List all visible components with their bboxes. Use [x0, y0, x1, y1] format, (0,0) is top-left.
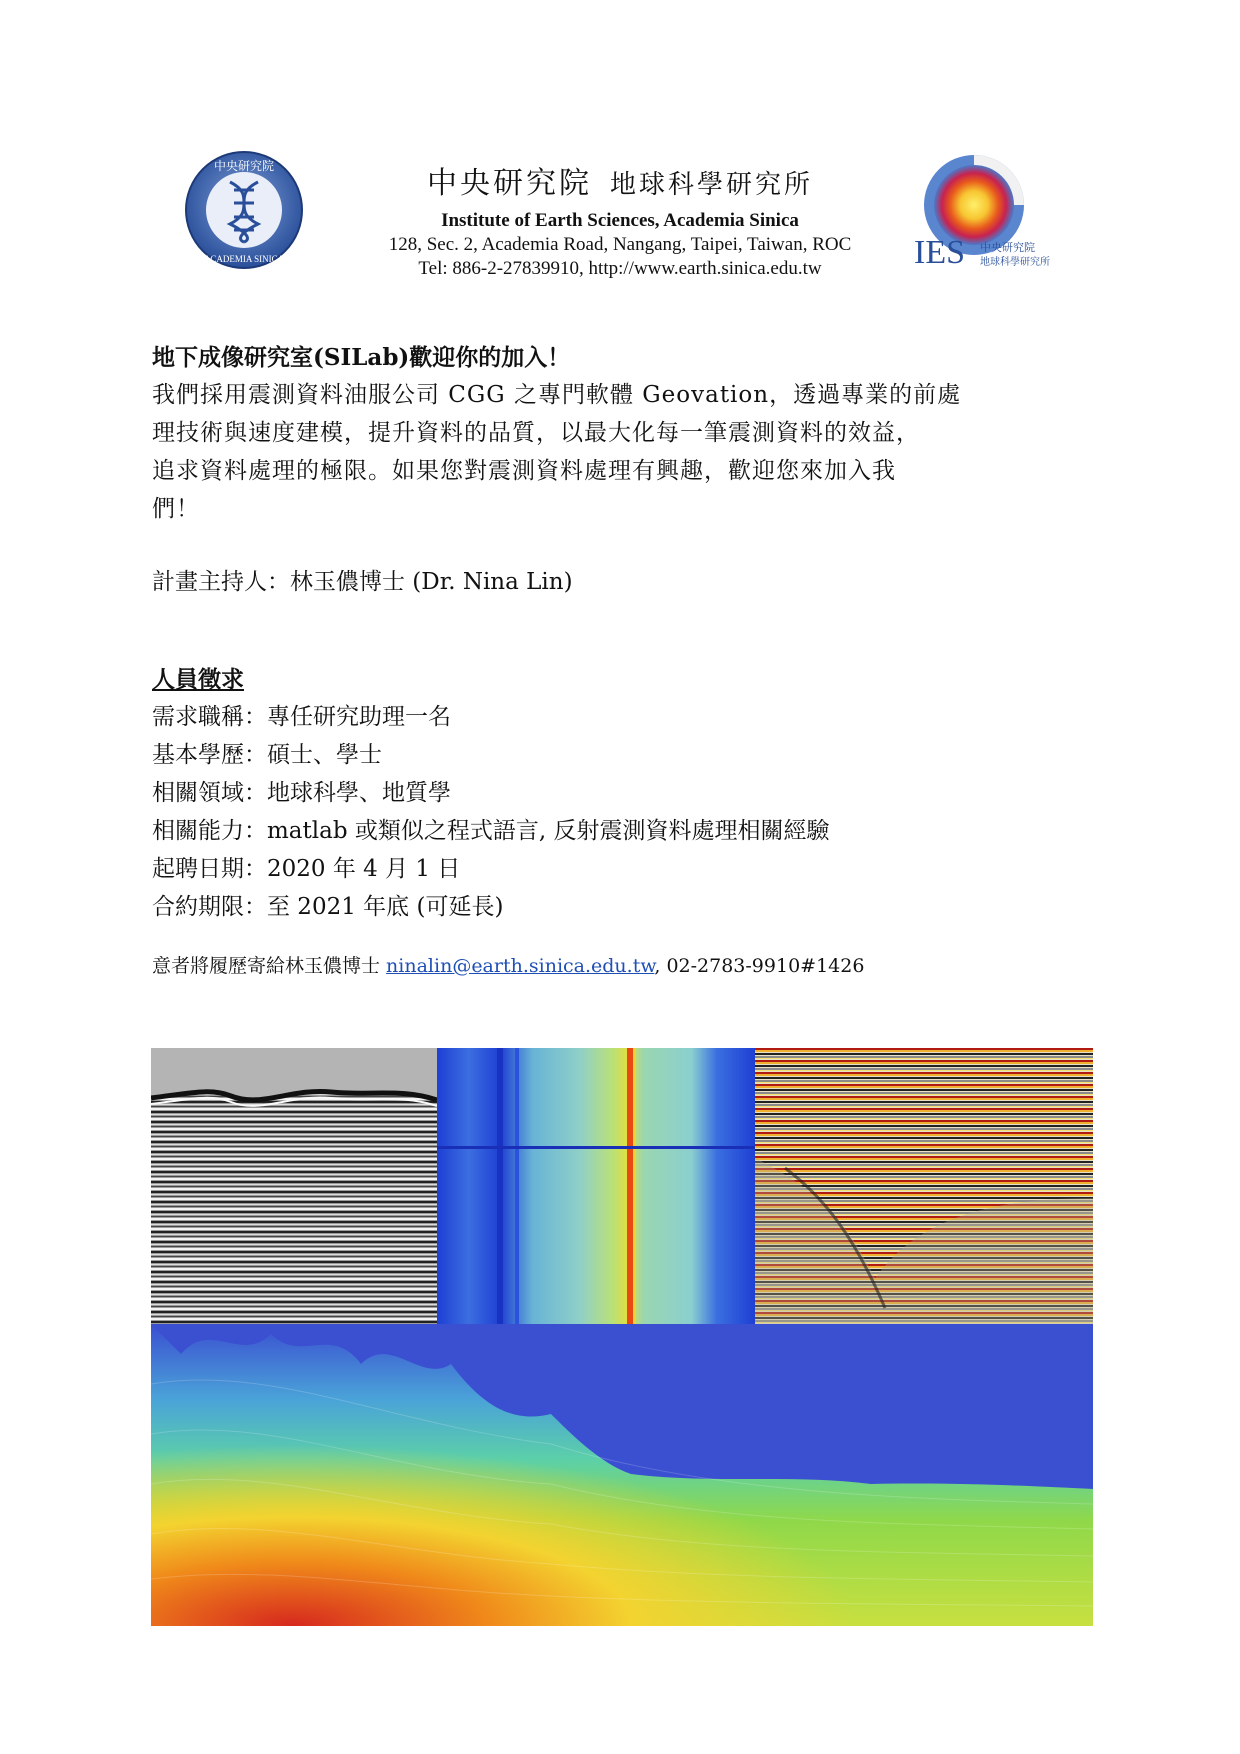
intro-line: 我們採用震測資料油服公司 CGG 之專門軟體 Geovation，透過專業的前處	[152, 382, 962, 408]
requirement-item: 基本學歷：碩士、學士	[152, 742, 382, 768]
intro-line: 們！	[152, 496, 200, 522]
requirement-item: 合約期限：至 2021 年底 (可延長)	[152, 894, 504, 920]
welcome-heading: 地下成像研究室(SILab)歡迎你的加入！	[152, 344, 571, 371]
semblance-image	[437, 1048, 755, 1324]
principal-investigator: 計畫主持人：林玉儂博士 (Dr. Nina Lin)	[152, 569, 573, 595]
velocity-model-image	[151, 1324, 1093, 1626]
seal-top-text: 中央研究院	[213, 159, 275, 173]
address-line: 128, Sec. 2, Academia Road, Nangang, Taipei, Taiwan, ROC	[388, 234, 852, 255]
seismic-color-image	[755, 1048, 1093, 1324]
seal-bottom-text: ACADEMIA SINICA	[203, 254, 285, 264]
institute-name-cn: 地球科學研究所	[609, 170, 813, 200]
requirement-item: 起聘日期：2020 年 4 月 1 日	[152, 856, 461, 882]
contact-prefix: 意者將履歷寄給林玉儂博士	[152, 955, 387, 977]
requirement-item: 相關領域：地球科學、地質學	[152, 780, 451, 806]
contact-info	[152, 952, 1092, 980]
org-name-cn: 中央研究院	[426, 166, 592, 201]
section-title-recruitment: 人員徵求	[152, 666, 244, 693]
ies-cn-2: 地球科學研究所	[980, 257, 1050, 268]
intro-paragraph	[152, 376, 1092, 528]
intro-line: 理技術與速度建模，提升資料的品質，以最大化每一筆震測資料的效益，	[152, 420, 920, 446]
requirements-list	[152, 698, 1092, 926]
requirement-item: 相關能力：matlab 或類似之程式語言, 反射震測資料處理相關經驗	[152, 818, 830, 844]
requirement-item: 需求職稱：專任研究助理一名	[152, 704, 451, 730]
email-link[interactable]: ninalin@earth.sinica.edu.tw	[386, 955, 655, 977]
intro-line: 追求資料處理的極限。如果您對震測資料處理有興趣，歡迎您來加入我	[152, 458, 896, 484]
academia-sinica-logo	[184, 150, 304, 270]
seismic-gray-image	[151, 1048, 437, 1324]
document-body	[152, 340, 1092, 980]
contact-phone: , 02-2783-9910#1426	[654, 955, 865, 977]
ies-cn-1: 中央研究院	[980, 241, 1035, 254]
ies-logo	[912, 155, 1072, 275]
institute-name-en: Institute of Earth Sciences, Academia Sinica	[441, 210, 799, 231]
ies-text: IES	[914, 234, 965, 271]
contact-line: Tel: 886-2-27839910, http://www.earth.sinica.edu.tw	[418, 258, 822, 279]
letterhead	[340, 158, 900, 280]
